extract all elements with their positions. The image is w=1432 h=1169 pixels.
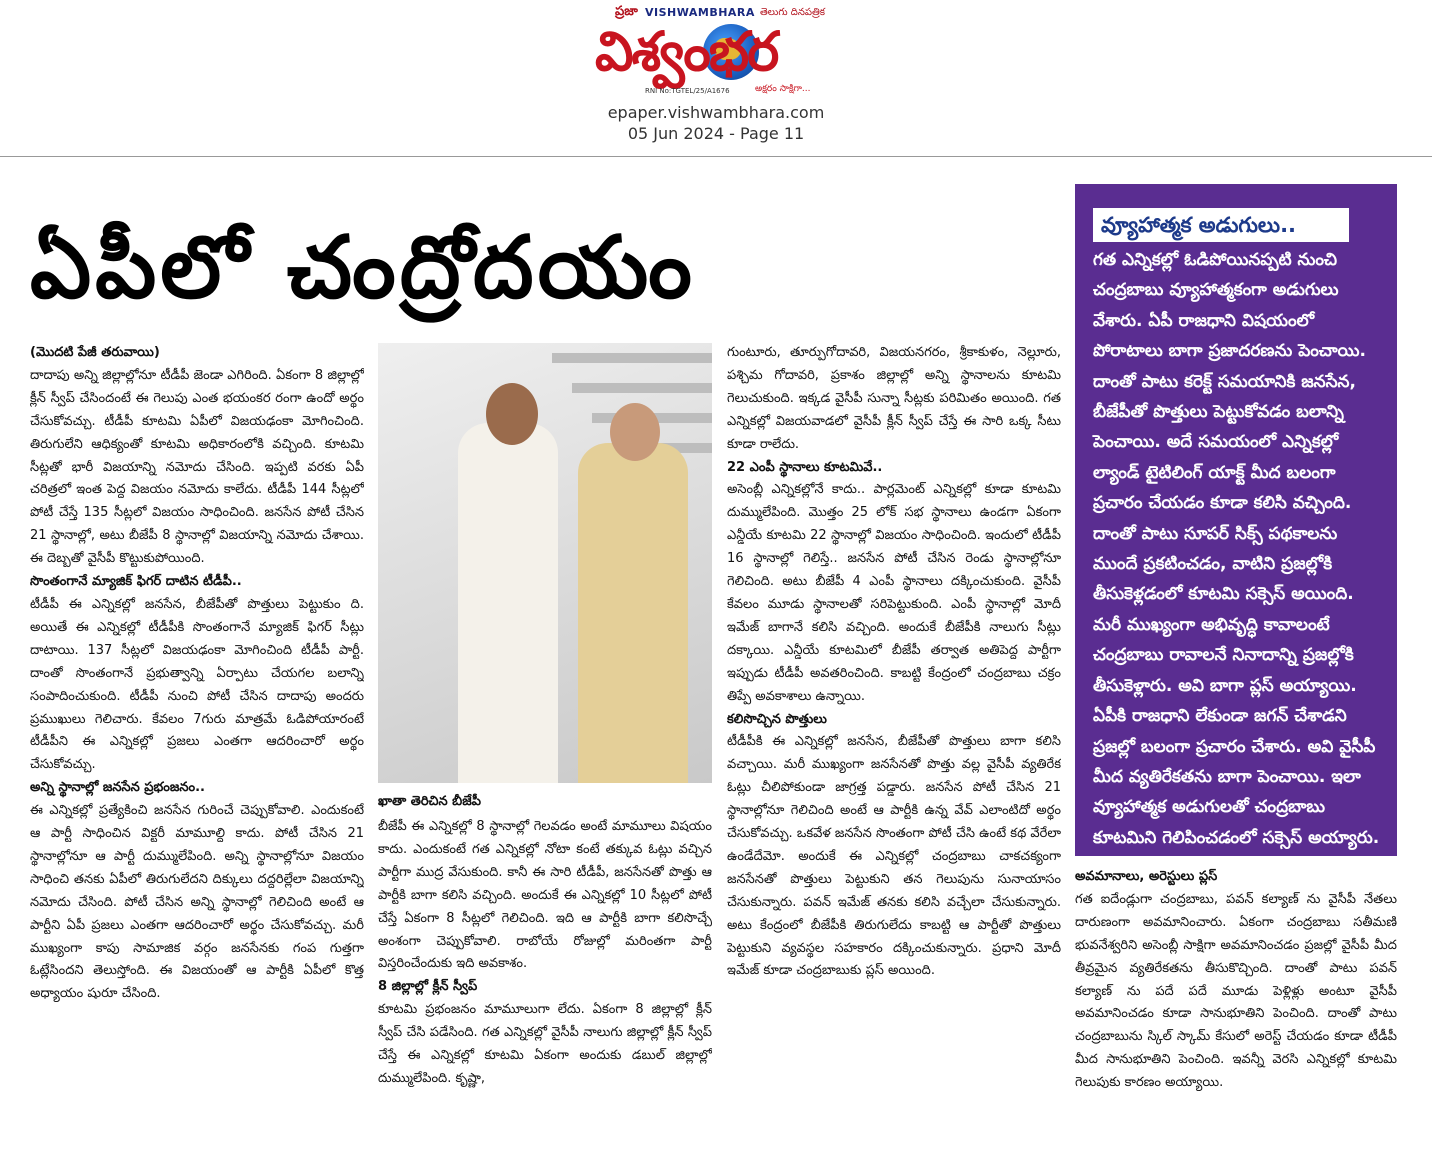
subheading: అన్ని స్థానాల్లో జనసేన ప్రభంజనం..	[30, 780, 205, 796]
masthead	[0, 0, 1432, 152]
subheading: సొంతంగానే మ్యాజిక్ ఫిగర్ దాటిన టీడీపీ..	[30, 574, 242, 590]
person-right-head-icon	[610, 403, 660, 461]
person-left-head-icon	[486, 383, 538, 445]
masthead-divider	[0, 156, 1432, 157]
logo-prefix: ప్రజా	[615, 4, 638, 19]
article-column-3	[727, 342, 1061, 1142]
paragraph: అసెంబ్లీ ఎన్నికల్లోనే కాదు.. పార్లమెంట్ ఎన్నికల్లో కూడా కూటమి దుమ్ములేపింది. మొత్తం 25 లోక్ సభ స్థానాలు ఉండగా ఏకంగా ఎన్డీయే కూటమి 22 స్థానాల్లో విజయం సాధించింది. ఇందులో టీడీపీ 16 స్థానాల్లో గెలిస్తే.. జనసేన పోటీ చేసిన రెండు స్థానాల్లోనూ గెలిచింది. అటు బీజేపీ 4 ఎంపీ స్థానాలు దక్కించుకుంది. వైసీపీ కేవలం మూడు స్థానాలతో సరిపెట్టుకుంది. ఎంపీ స్థానాల్లో మోదీ ఇమేజ్ బాగానే కలిసి వచ్చింది. అందుకే బీజేపీకి నాలుగు సీట్లు దక్కాయి. ఎన్డీయే కూటమిలో బీజేపీ తర్వాత అతిపెద్ద పార్టీగా ఇప్పుడు టీడీపీ అవతరించింది. కాబట్టి కేంద్రంలో చంద్రబాబు చక్రం తిప్పే అవకాశాలు ఉన్నాయి.	[727, 482, 1061, 704]
article-column-4	[1075, 866, 1397, 1146]
person-left-icon	[458, 423, 558, 783]
newspaper-logo[interactable]	[585, 4, 847, 100]
logo-brand: VISHWAMBHARA	[645, 6, 755, 19]
paragraph: గుంటూరు, తూర్పుగోదావరి, విజయనగరం, శ్రీకాకుళం, నెల్లూరు, పశ్చిమ గోదావరి, ప్రకాశం జిల్లాల్లో అన్ని స్థానాలను కూటమి గెలుచుకుంది. ఇక్కడ వైసీపీ సున్నా సీట్లకు పరిమితం అయింది. గత ఎన్నికల్లో విజయవాడలో వైసీపీ క్లీన్ స్వీప్ చేస్తే ఈ సారి ఒక్క సీటు కూడా రాలేదు.	[727, 345, 1061, 452]
photo-caption: ఖాతా తెరిచిన బీజేపీ	[378, 794, 481, 809]
subheading: అవమానాలు, అరెస్టులు ప్లస్	[1075, 869, 1218, 884]
page-headline: ఏపీలో చంద్రోదయం	[30, 218, 696, 318]
article-column-1	[30, 342, 364, 1142]
person-right-icon	[578, 443, 688, 783]
paragraph: బీజేపీ ఈ ఎన్నికల్లో 8 స్థానాల్లో గెలవడం అంటే మామూలు విషయం కాదు. ఎందుకంటే గత ఎన్నికల్లో నోటా కంటే తక్కువ ఓట్లు వచ్చిన పార్టీగా ముద్ర వేసుకుంది. కానీ ఈ సారి టీడీపీ, జనసేనతో పొత్తు ఆ పార్టీకి బాగా కలిసి వచ్చింది. అందుకే ఈ ఎన్నికల్లో 10 సీట్లలో పోటీ చేస్తే ఏకంగా 8 సీట్లలో గెలిచింది. ఇది ఆ పార్టీకి బాగా కలిసొచ్చే అంశంగా చెప్పుకోవాలి. రాబోయే రోజుల్లో మరింతగా పార్టీ విస్తరించేందుకు ఇది అవకాశం.	[378, 819, 712, 972]
logo-wordmark: విశ్వంభర	[595, 20, 778, 83]
epaper-url[interactable]: epaper.vishwambhara.com	[607, 103, 825, 122]
paragraph: కూటమి ప్రభంజనం మామూలుగా లేదు. ఏకంగా 8 జిల్లాల్లో క్లీన్ స్వీప్ చేసి పడేసింది. గత ఎన్నికల్లో వైసీపీ నాలుగు జిల్లాల్లో క్లీన్ స్వీప్ చేస్తే ఈ ఎన్నికల్లో కూటమి ఏకంగా అందుకు డబుల్ జిల్లాల్లో దుమ్ములేపింది. కృష్ణా,	[378, 1002, 712, 1086]
sidebar-box-title: వ్యూహాత్మక అడుగులు..	[1093, 208, 1349, 242]
logo-motto: అక్షరం సాక్షిగా...	[755, 84, 811, 94]
logo-tagline: తెలుగు దినపత్రిక	[760, 7, 826, 18]
subheading: 22 ఎంపీ స్థానాలు కూటమివే..	[727, 459, 883, 475]
article-photo[interactable]	[378, 343, 712, 783]
paragraph: టీడీపీకి ఈ ఎన్నికల్లో జనసేన, బీజేపీతో పొత్తులు బాగా కలిసి వచ్చాయి. మరీ ముఖ్యంగా జనసేనతో పొత్తు వల్ల వైసీపీ వ్యతిరేక ఓట్లు చీలిపోకుండా జాగ్రత్త పడ్డారు. జనసేన పోటీ చేసిన 21 స్థానాల్లోనూ గెలిచింది అంటే ఆ పార్టీకి ఉన్న వేవ్ ఎలాంటిదో అర్థం చేసుకోవచ్చు. ఒకవేళ జనసేన సొంతంగా పోటీ చేసి ఉంటే కథ వేరేలా ఉండేదేమో. అందుకే ఈ ఎన్నికల్లో చంద్రబాబు చాకచక్యంగా జనసేనతో పొత్తులు పెట్టుకుని తన గెలుపును సునాయాసం చేసుకున్నారు. పవన్ ఇమేజ్ తనకు కలిసి వచ్చేలా చేసుకున్నారు. అటు కేంద్రంలో బీజేపీకి తిరుగులేదు కాబట్టి ఆ పార్టీతో పొత్తులు పెట్టుకుని వ్యవస్థల సహకారం దక్కించుకున్నారు. ప్రధాని మోదీ ఇమేజ్ కూడా చంద్రబాబుకు ప్లస్ అయింది.	[727, 734, 1061, 979]
sidebar-paragraph: గత ఎన్నికల్లో ఓడిపోయినప్పటి నుంచి చంద్రబాబు వ్యూహాత్మకంగా అడుగులు వేశారు. ఏపీ రాజధాని విషయంలో పోరాటాలు బాగా ప్రజాదరణను పెంచాయి. దాంతో పాటు కరెక్ట్ సమయానికి జనసేన, బీజేపీతో పొత్తులు పెట్టుకోవడం బలాన్ని పెంచాయి. అదే సమయంలో ఎన్నికల్లో ల్యాండ్ టైటిలింగ్ యాక్ట్ మీద బలంగా ప్రచారం చేయడం కూడా కలిసి వచ్చింది. దాంతో పాటు సూపర్ సిక్స్ పథకాలను ముందే ప్రకటించడం, వాటిని ప్రజల్లోకి తీసుకెళ్లడంలో కూటమి సక్సెస్ అయింది. మరీ ముఖ్యంగా అభివృద్ధి కావాలంటే చంద్రబాబు రావాలనే నినాదాన్ని ప్రజల్లోకి తీసుకెళ్లారు. అవి బాగా ప్లస్ అయ్యాయి. ఏపీకి రాజధాని లేకుండా జగన్ చేశాడని ప్రజల్లో బలంగా ప్రచారం చేశారు. అవి వైసీపీ మీద వ్యతిరేకతను బాగా పెంచాయి. ఇలా వ్యూహాత్మక అడుగులతో చంద్రబాబు కూటమిని గెలిపించడంలో సక్సెస్ అయ్యారు.	[1093, 250, 1380, 848]
article-column-2	[378, 816, 712, 1146]
paragraph: ఈ ఎన్నికల్లో ప్రత్యేకించి జనసేన గురించే చెప్పుకోవాలి. ఎందుకంటే ఆ పార్టీ సాధించిన విక్టరీ మామూల్ది కాదు. పోటీ చేసిన 21 స్థానాల్లోనూ ఆ పార్టీ దుమ్ములేపింది. అన్ని స్థానాల్లోనూ విజయం సాధించి తనకు ఏపీలో తిరుగులేదని దిక్కులు దద్దరిల్లేలా విజయాన్ని నమోదు చేసింది. పోటీ చేసిన అన్ని స్థానాల్లో గెలిచింది అంటే ఆ పార్టీని ఏపీ ప్రజలు ఎంతగా ఆదరించారో అర్థం చేసుకోవచ్చు. మరీ ముఖ్యంగా కాపు సామాజిక వర్గం జనసేనకు గంప గుత్తగా ఓట్లేసిందని తెలుస్తోంది. ఈ విజయంతో ఆ పార్టీకి ఏపీలో కొత్త అధ్యాయం షురూ చేసింది.	[30, 803, 364, 1002]
sidebar-box-text	[1093, 245, 1381, 853]
paragraph: గత ఐదేండ్లుగా చంద్రబాబు, పవన్ కల్యాణ్ ను వైసీపీ నేతలు దారుణంగా అవమానించారు. ఏకంగా చంద్రబాబు సతీమణి భువనేశ్వరిని అసెంబ్లీ సాక్షిగా అవమానించడం ప్రజల్లో వైసీపీ మీద తీవ్రమైన వ్యతిరేకతను తీసుకొచ్చింది. దాంతో పాటు పవన్ కల్యాణ్ ను పదే పదే మూడు పెళ్లిళ్లు అంటూ వైసీపీ అవమానించడం కూడా సానుభూతిని పెంచింది. దాంతో పాటు చంద్రబాబును స్కిల్ స్కామ్ కేసులో అరెస్ట్ చేయడం కూడా టీడీపీ మీద సానుభూతిని పెంచింది. ఇవన్నీ వెరసి ఎన్నికల్లో కూటమి గెలుపుకు కారణం అయ్యాయి.	[1075, 891, 1397, 1091]
paragraph: టీడీపీ ఈ ఎన్నికల్లో జనసేన, బీజేపీతో పొత్తులు పెట్టుకుం ది. అయితే ఈ ఎన్నికల్లో టీడీపీకి సొంతంగానే మ్యాజిక్ ఫిగర్ సీట్లు దాటాయి. 137 సీట్లలో విజయఢంకా మోగించింది టీడీపీ పార్టీ. దాంతో సొంతంగానే ప్రభుత్వాన్ని ఏర్పాటు చేయగల బలాన్ని సంపాదించుకుంది. టీడీపీ నుంచి పోటీ చేసిన దాదాపు అందరు ప్రముఖులు గెలిచారు. కేవలం 7గురు మాత్రమే ఓడిపోయారంటే టీడీపీని ఈ ఎన్నికల్లో ప్రజలు ఎంతగా ఆదరించారో అర్థం చేసుకోవచ్చు.	[30, 596, 364, 773]
subheading: కలిసొచ్చిన పొత్తులు	[727, 711, 827, 727]
continued-label: (మొదటి పేజీ తరువాయి)	[30, 345, 160, 360]
logo-rni: RNI No:TGTEL/25/A1676	[645, 87, 730, 95]
date-page-label: 05 Jun 2024 - Page 11	[627, 124, 805, 143]
paragraph: దాదాపు అన్ని జిల్లాల్లోనూ టీడీపీ జెండా ఎగిరింది. ఏకంగా 8 జిల్లాల్లో క్లీన్ స్వీప్ చేసిందంటే ఈ గెలుపు ఎంత భయంకర రంగా ఉందో అర్థం చేసుకోవచ్చు. టీడీపీ కూటమి ఏపీలో విజయఢంకా మోగించింది. తిరుగులేని ఆధిక్యంతో కూటమి అధికారంలోకి వచ్చింది. కూటమి సీట్లతో భారీ విజయాన్ని నమోదు చేసింది. ఇప్పటి వరకు ఏపీ చరిత్రలో ఇంత పెద్ద విజయం నమోదు కాలేదు. టీడీపీ 144 సీట్లలో పోటీ చేస్తే 135 సీట్లలో విజయం సాధించింది. జనసేన పోటీ చేసిన 21 స్థానాల్లో, అటు బీజేపీ 8 స్థానాల్లో విజయాన్ని నమోదు చేశాయి. ఈ దెబ్బతో వైసీపీ కొట్టుకుపోయింది.	[30, 367, 364, 567]
subheading: 8 జిల్లాల్లో క్లీన్ స్వీప్	[378, 979, 478, 995]
